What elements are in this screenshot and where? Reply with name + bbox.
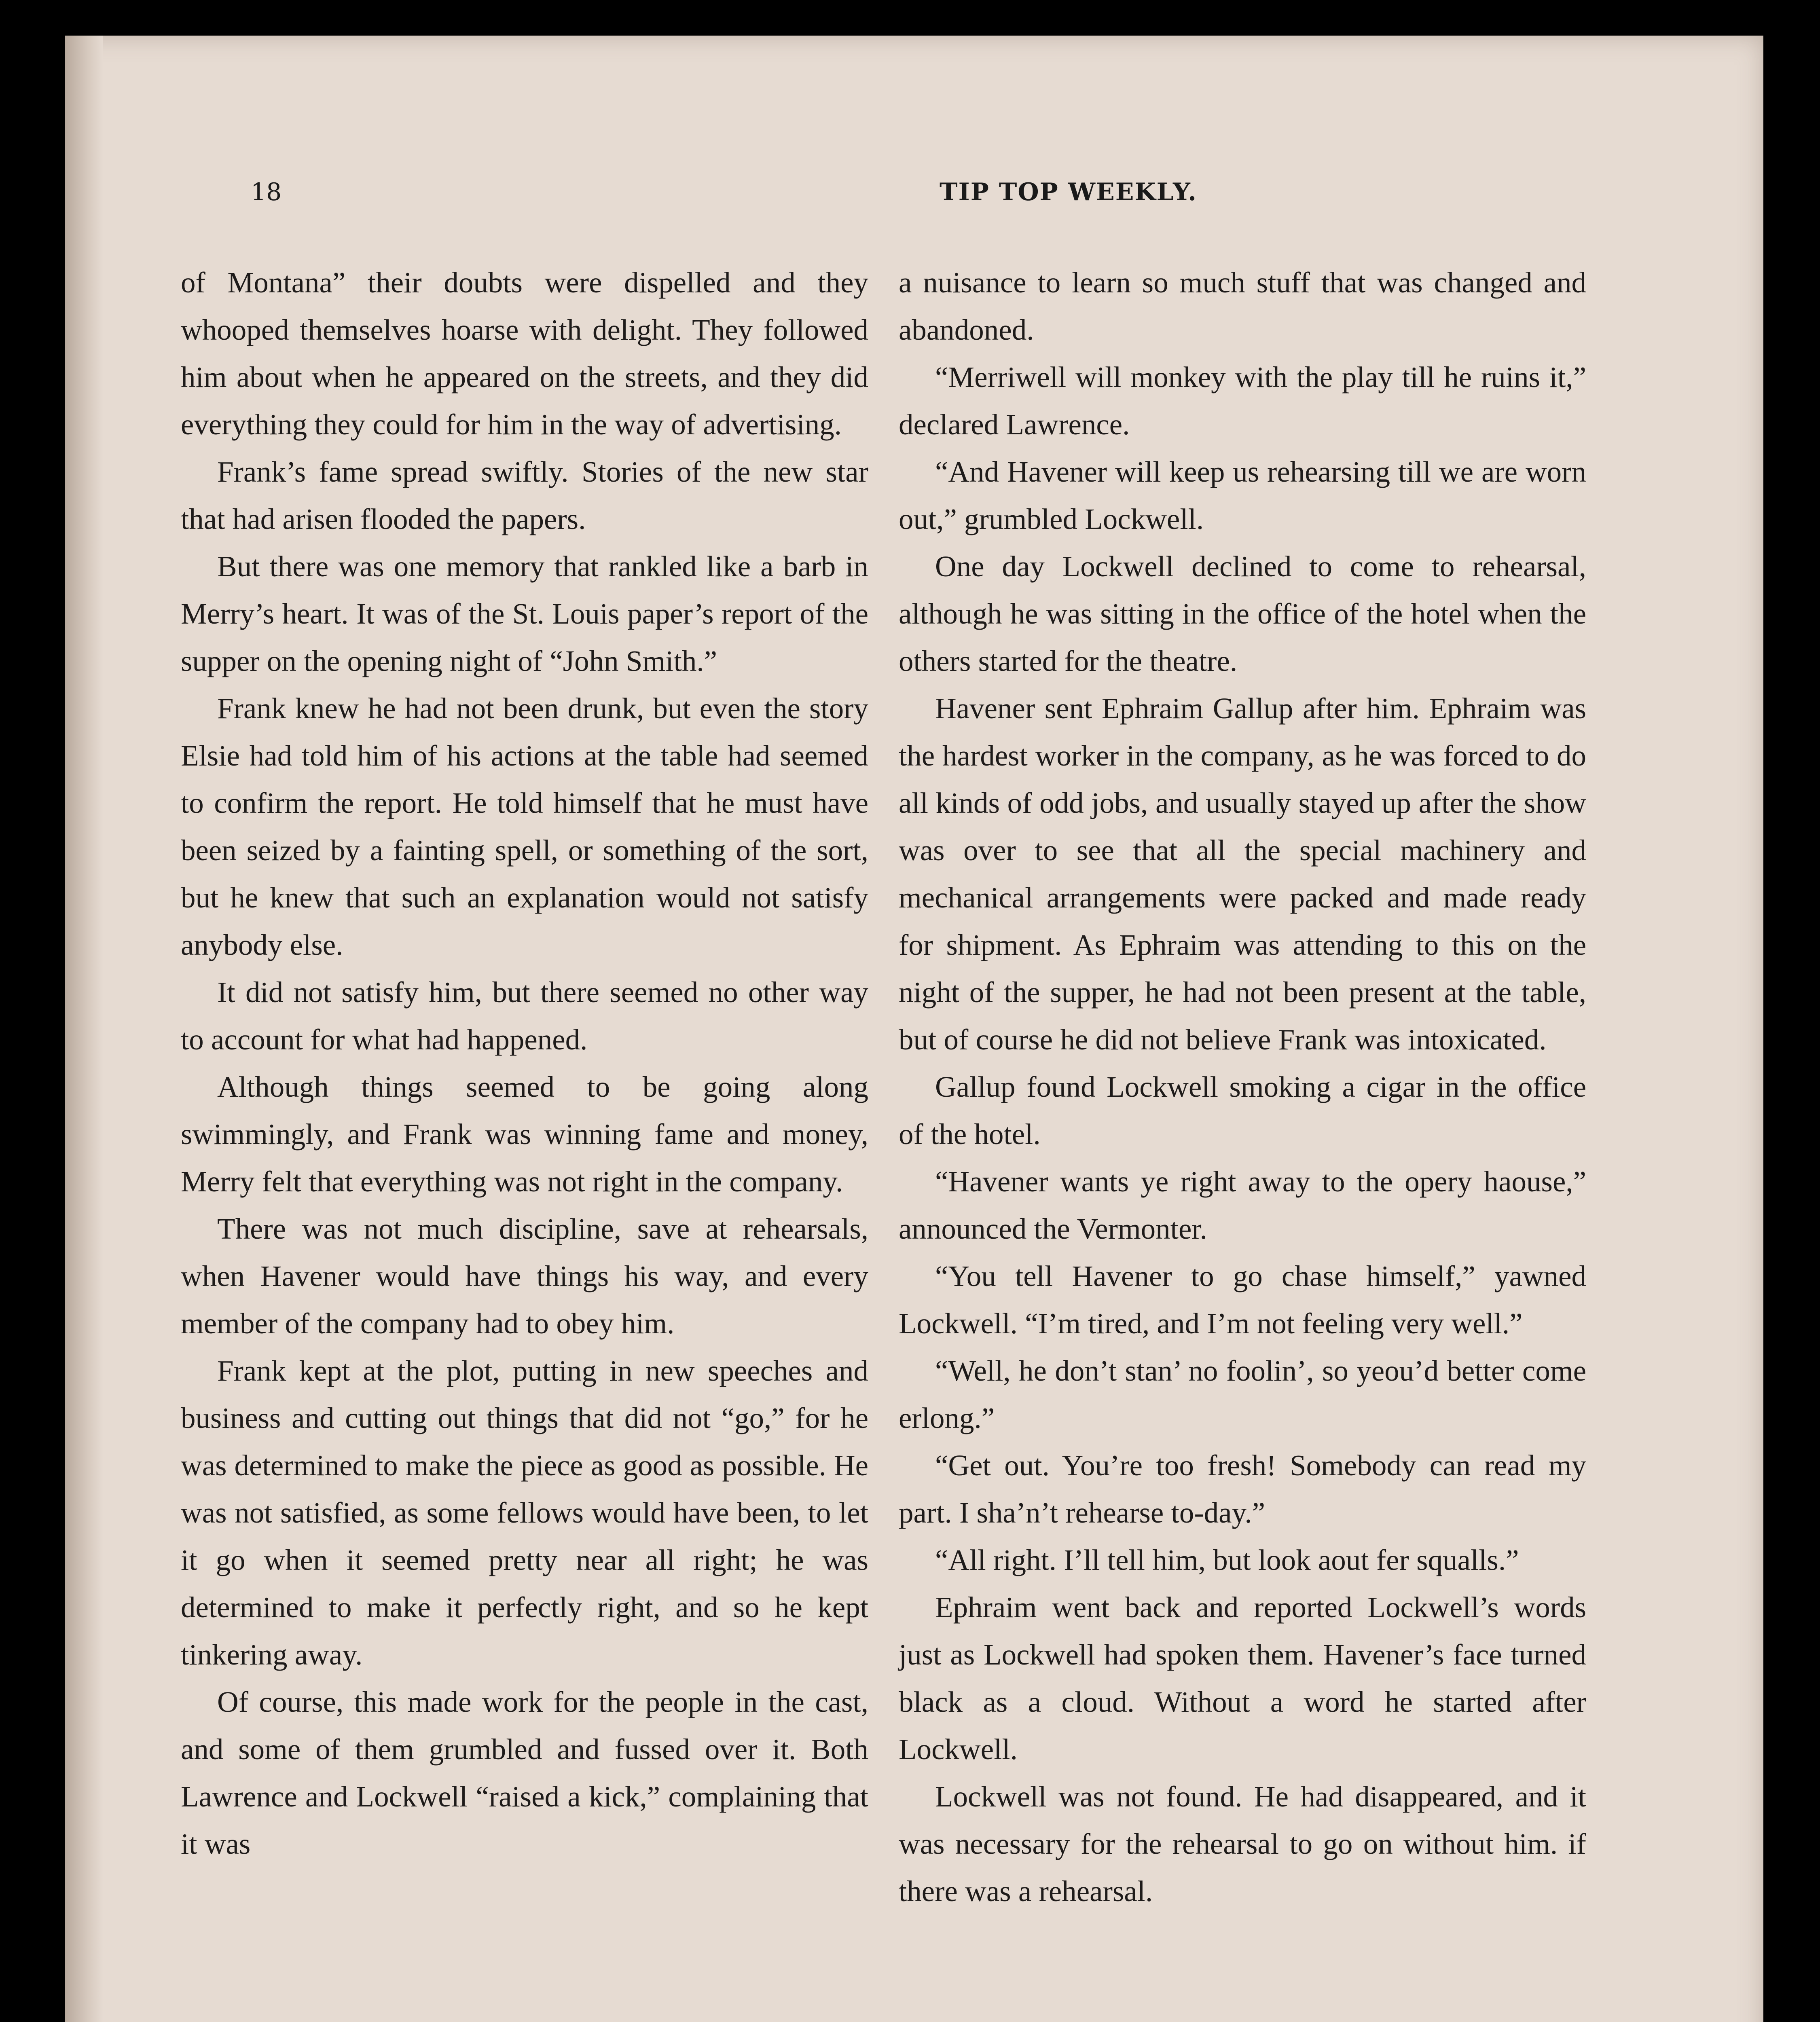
paragraph: It did not satisfy him, but there seemed no other way to account for what had happened. (181, 976, 868, 1056)
paragraph: Lockwell was not found. He had disappeared, and it was necessary for the rehearsal to go on without him. if there was a rehearsal. (899, 1780, 1586, 1908)
page-header (186, 178, 1642, 222)
paragraph: “All right. I’ll tell him, but look aout fer squalls.” (935, 1544, 1519, 1576)
paragraph: “Merriwell will monkey with the play till he ruins it,” declared Lawrence. (899, 361, 1586, 441)
paragraph: “You tell Havener to go chase himself,” yawned Lockwell. “I’m tired, and I’m not feeling very well.” (899, 1260, 1586, 1340)
paragraph: “And Havener will keep us rehearsing till we are worn out,” grumbled Lockwell. (899, 455, 1586, 535)
paragraph: Frank knew he had not been drunk, but even the story Elsie had told him of his actions at the table had seemed to confirm the report. He told himself that he must have been seized by a fainting spell, or something of the sort, but he knew that such an explanation would not satisfy anybody else. (181, 692, 868, 961)
right-text-column (899, 259, 1586, 1915)
paragraph: There was not much discipline, save at rehearsals, when Havener would have things his way, and every member of the company had to obey him. (181, 1212, 868, 1340)
paragraph: a nuisance to learn so much stuff that was changed and abandoned. (899, 266, 1586, 346)
paragraph: Gallup found Lockwell smoking a cigar in the office of the hotel. (899, 1070, 1586, 1151)
left-text-column (181, 259, 868, 1868)
paragraph: Of course, this made work for the people in the cast, and some of them grumbled and fussed over it. Both Lawrence and Lockwell “raised a kick,” complaining that it was (181, 1686, 868, 1860)
paragraph: “Havener wants ye right away to the opery haouse,” announced the Vermonter. (899, 1165, 1586, 1245)
masthead-title: TIP TOP WEEKLY. (940, 178, 1197, 206)
paragraph: Although things seemed to be going along swimmingly, and Frank was winning fame and money, Merry felt that everything was not right in the company. (181, 1070, 868, 1198)
paragraph: “Well, he don’t stan’ no foolin’, so yeou’d better come erlong.” (899, 1354, 1586, 1434)
page-number: 18 (251, 178, 282, 206)
paragraph: Frank’s fame spread swiftly. Stories of the new star that had arisen flooded the papers. (181, 455, 868, 535)
paragraph: “Get out. You’re too fresh! Somebody can read my part. I sha’n’t rehearse to-day.” (899, 1449, 1586, 1529)
paragraph: One day Lockwell declined to come to rehearsal, although he was sitting in the office of the hotel when the others started for the theatre. (899, 550, 1586, 677)
paragraph: Havener sent Ephraim Gallup after him. Ephraim was the hardest worker in the company, as he was forced to do all kinds of odd jobs, and usually stayed up after the show was over to see that all the special machinery and mechanical arrangements were packed and made ready for shipment. As Ephraim was attending to this on the night of the supper, he had not been present at the table, but of course he did not believe Frank was intoxicated. (899, 692, 1586, 1056)
paragraph: But there was one memory that rankled like a barb in Merry’s heart. It was of the St. Louis paper’s report of the supper on the opening night of “John Smith.” (181, 550, 868, 677)
paragraph: Frank kept at the plot, putting in new speeches and business and cutting out things that did not “go,” for he was determined to make the piece as good as possible. He was not satisfied, as some fellows would have been, to let it go when it seemed pretty near all right; he was determined to make it perfectly right, and so he kept tinkering away. (181, 1354, 868, 1671)
paragraph: of Montana” their doubts were dispelled and they whooped themselves hoarse with delight. They followed him about when he appeared on the streets, and they did everything they could for him in the way of advertising. (181, 266, 868, 441)
page-binding-edge (65, 36, 103, 2022)
paragraph: Ephraim went back and reported Lockwell’s words just as Lockwell had spoken them. Havener’s face turned black as a cloud. Without a word he started after Lockwell. (899, 1591, 1586, 1766)
